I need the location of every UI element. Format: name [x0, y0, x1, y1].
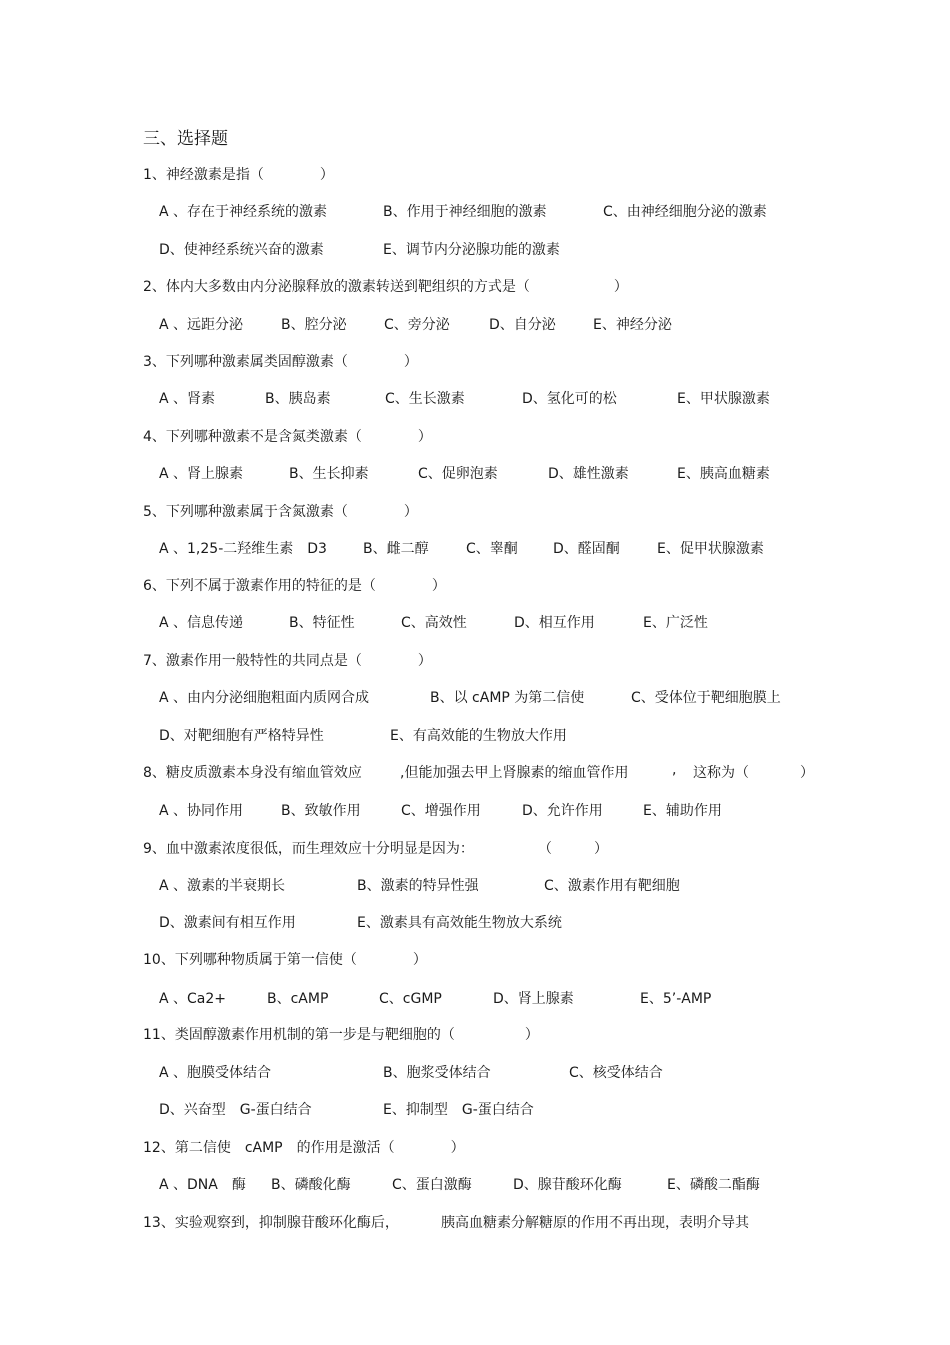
- question-text: 6、下列不属于激素作用的特征的是（ ）: [143, 578, 446, 594]
- answer-option: A 、远距分泌: [159, 317, 244, 333]
- answer-option: E、磷酸二酯酶: [667, 1177, 760, 1193]
- question-text: 2、体内大多数由内分泌腺释放的激素转送到靶组织的方式是（ ）: [143, 279, 628, 295]
- answer-option: B、雌二醇: [363, 541, 429, 557]
- answer-option: B、特征性: [289, 615, 355, 631]
- question-text: 3、下列哪种激素属类固醇激素（ ）: [143, 354, 418, 370]
- answer-option: D、自分泌: [489, 317, 556, 333]
- answer-option: D、腺苷酸环化酶: [513, 1177, 622, 1193]
- answer-option: E、辅助作用: [643, 803, 722, 819]
- answer-option: D、醛固酮: [553, 541, 620, 557]
- answer-option: A 、由内分泌细胞粗面内质网合成: [159, 690, 370, 706]
- answer-option: B、磷酸化酶: [271, 1177, 351, 1193]
- answer-option: E、促甲状腺激素: [657, 541, 764, 557]
- answer-option: B、致敏作用: [281, 803, 361, 819]
- answer-option: D、兴奋型 G-蛋白结合: [159, 1102, 312, 1118]
- answer-option: B、胰岛素: [265, 391, 331, 407]
- answer-option: E、激素具有高效能生物放大系统: [357, 915, 562, 931]
- question-text: 8、糖皮质激素本身没有缩血管效应: [143, 765, 362, 781]
- answer-option: B、生长抑素: [289, 466, 369, 482]
- section-heading: 三、选择题: [143, 129, 228, 149]
- answer-option: D、对靶细胞有严格特异性: [159, 728, 324, 744]
- question-text: 13、实验观察到，抑制腺苷酸环化酶后，: [143, 1215, 399, 1231]
- answer-option: C、受体位于靶细胞膜上: [631, 690, 781, 706]
- question-text: 10、下列哪种物质属于第一信使（ ）: [143, 952, 427, 968]
- answer-option: A 、存在于神经系统的激素: [159, 204, 328, 220]
- question-text: 胰高血糖素分解糖原的作用不再出现，表明介导其: [441, 1215, 749, 1231]
- question-text: ）: [800, 765, 814, 781]
- answer-option: E、广泛性: [643, 615, 708, 631]
- answer-option: A 、肾上腺素: [159, 466, 244, 482]
- answer-option: A 、1,25-二羟维生素 D3: [159, 541, 327, 557]
- answer-option: B、胞浆受体结合: [383, 1065, 491, 1081]
- answer-option: A 、协同作用: [159, 803, 244, 819]
- answer-option: B、激素的特异性强: [357, 878, 479, 894]
- answer-option: C、生长激素: [385, 391, 465, 407]
- question-text: 这称为（: [693, 765, 749, 781]
- answer-option: D、氢化可的松: [522, 391, 617, 407]
- answer-option: C、旁分泌: [384, 317, 450, 333]
- question-text: 9、血中激素浓度很低，而生理效应十分明显是因为：: [143, 841, 474, 857]
- answer-option: B、以 cAMP 为第二信使: [430, 690, 585, 706]
- question-text: （ ）: [538, 841, 608, 857]
- answer-option: C、蛋白激酶: [392, 1177, 472, 1193]
- answer-option: C、cGMP: [379, 991, 442, 1007]
- answer-option: E、5’-AMP: [640, 991, 712, 1007]
- answer-option: C、促卵泡素: [418, 466, 498, 482]
- answer-option: E、神经分泌: [593, 317, 672, 333]
- question-text: 1、神经激素是指（ ）: [143, 167, 334, 183]
- question-text: 5、下列哪种激素属于含氮激素（ ）: [143, 504, 418, 520]
- question-text: 7、激素作用一般特性的共同点是（ ）: [143, 653, 432, 669]
- answer-option: B、腔分泌: [281, 317, 347, 333]
- answer-option: C、核受体结合: [569, 1065, 663, 1081]
- answer-option: D、激素间有相互作用: [159, 915, 296, 931]
- question-text: 4、下列哪种激素不是含氮类激素（ ）: [143, 429, 432, 445]
- answer-option: C、睾酮: [466, 541, 518, 557]
- answer-option: D、雄性激素: [548, 466, 629, 482]
- answer-option: B、作用于神经细胞的激素: [383, 204, 547, 220]
- answer-option: C、由神经细胞分泌的激素: [603, 204, 767, 220]
- question-text: 12、第二信使 cAMP 的作用是激活（ ）: [143, 1140, 465, 1156]
- answer-option: E、抑制型 G-蛋白结合: [383, 1102, 534, 1118]
- answer-option: A 、Ca2+: [159, 991, 227, 1007]
- answer-option: E、有高效能的生物放大作用: [390, 728, 567, 744]
- answer-option: A 、激素的半衰期长: [159, 878, 286, 894]
- answer-option: D、肾上腺素: [493, 991, 574, 1007]
- answer-option: D、使神经系统兴奋的激素: [159, 242, 324, 258]
- answer-option: C、高效性: [401, 615, 467, 631]
- answer-option: E、甲状腺激素: [677, 391, 770, 407]
- question-text: ,: [672, 762, 677, 778]
- question-text: ,但能加强去甲上肾腺素的缩血管作用: [400, 765, 629, 781]
- answer-option: A 、信息传递: [159, 615, 244, 631]
- answer-option: D、相互作用: [514, 615, 595, 631]
- answer-option: A 、肾素: [159, 391, 216, 407]
- answer-option: A 、胞膜受体结合: [159, 1065, 272, 1081]
- answer-option: A 、DNA 酶: [159, 1177, 246, 1193]
- answer-option: D、允许作用: [522, 803, 603, 819]
- answer-option: B、cAMP: [267, 991, 329, 1007]
- answer-option: C、激素作用有靶细胞: [544, 878, 680, 894]
- answer-option: C、增强作用: [401, 803, 481, 819]
- answer-option: E、调节内分泌腺功能的激素: [383, 242, 560, 258]
- answer-option: E、胰高血糖素: [677, 466, 770, 482]
- question-text: 11、类固醇激素作用机制的第一步是与靶细胞的（ ）: [143, 1027, 539, 1043]
